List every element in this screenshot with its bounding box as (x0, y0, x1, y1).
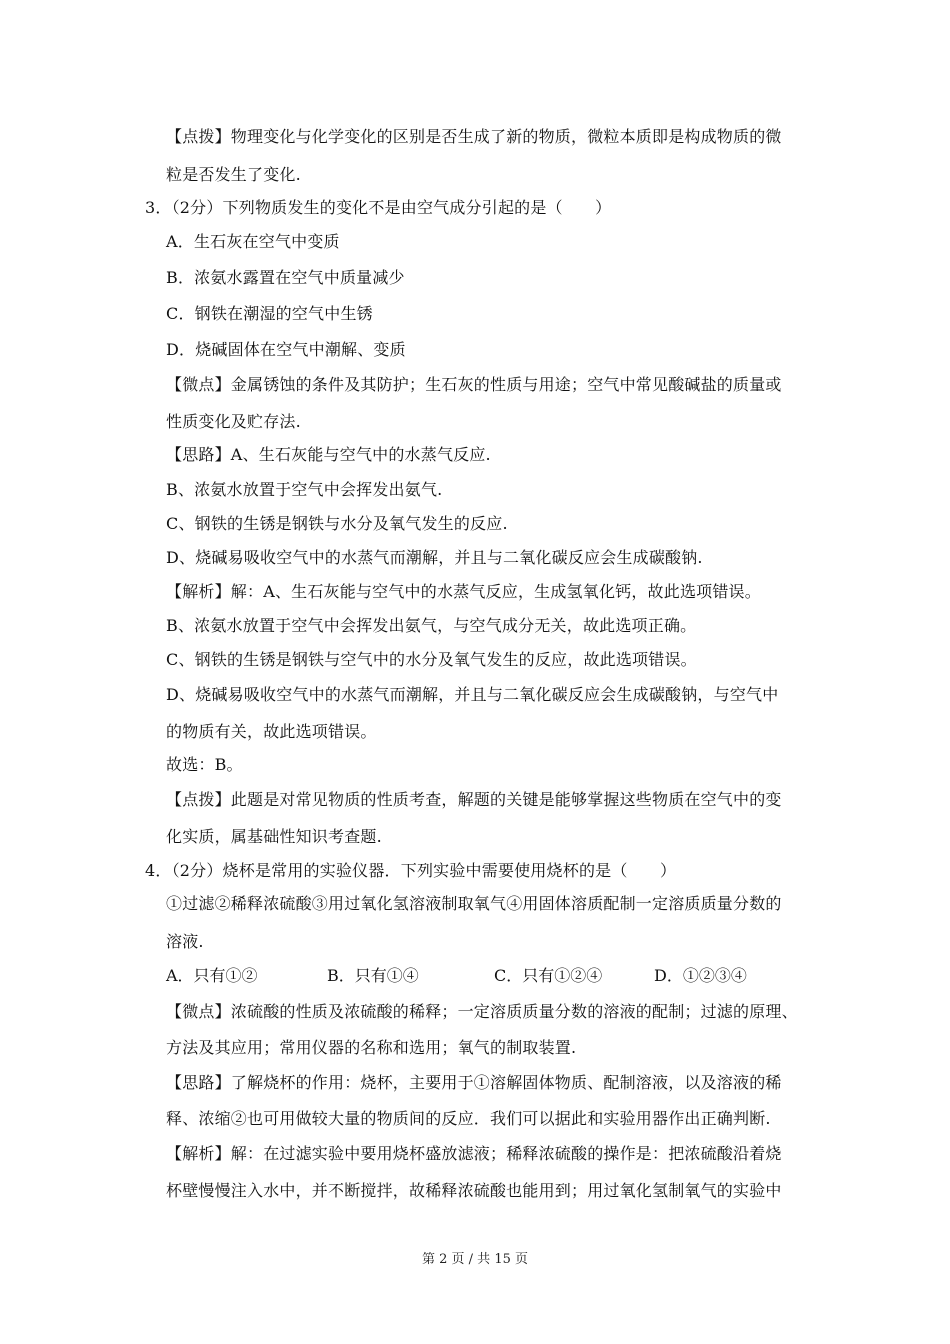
text-line: D、烧碱易吸收空气中的水蒸气而潮解，并且与二氧化碳反应会生成碳酸钠，与空气中 (166, 685, 779, 704)
option-c: C．只有①②④ (494, 966, 603, 985)
text-line: 【解析】解：A、生石灰能与空气中的水蒸气反应，生成氢氧化钙，故此选项错误。 (166, 582, 761, 601)
page-footer: 第 2 页 / 共 15 页 (422, 1252, 528, 1267)
text-line: D、烧碱易吸收空气中的水蒸气而潮解，并且与二氧化碳反应会生成碳酸钠. (166, 548, 703, 567)
text-line: C、钢铁的生锈是钢铁与空气中的水分及氧气发生的反应，故此选项错误。 (166, 650, 697, 669)
option-d: D．①②③④ (654, 966, 747, 985)
option-line: A．生石灰在空气中变质 (166, 232, 340, 251)
option-b: B．只有①④ (327, 966, 419, 985)
question-4: 4．（2分）烧杯是常用的实验仪器．下列实验中需要使用烧杯的是（ ） (145, 861, 677, 880)
option-line: B．浓氨水露置在空气中质量减少 (166, 268, 405, 287)
question-3: 3．（2分）下列物质发生的变化不是由空气成分引起的是（ ） (145, 198, 612, 217)
text-line: 粒是否发生了变化. (166, 165, 301, 184)
text-line: C、钢铁的生锈是钢铁与水分及氧气发生的反应. (166, 514, 508, 533)
text-line: 释、浓缩②也可用做较大量的物质间的反应．我们可以据此和实验用器作出正确判断. (166, 1109, 771, 1128)
text-line: 【思路】A、生石灰能与空气中的水蒸气反应. (166, 445, 491, 464)
text-line: 溶液. (166, 932, 204, 951)
text-line: 【点拨】此题是对常见物质的性质考查，解题的关键是能够掌握这些物质在空气中的变 (166, 790, 782, 809)
text-line: 【点拨】物理变化与化学变化的区别是否生成了新的物质，微粒本质即是构成物质的微 (166, 127, 782, 146)
text-line: ①过滤②稀释浓硫酸③用过氧化氢溶液制取氧气④用固体溶质配制一定溶质质量分数的 (166, 894, 782, 913)
text-line: B、浓氨水放置于空气中会挥发出氨气. (166, 480, 443, 499)
option-line: C．钢铁在潮湿的空气中生锈 (166, 304, 373, 323)
text-line: 方法及其应用；常用仪器的名称和选用；氧气的制取装置. (166, 1038, 577, 1057)
text-line: 化实质，属基础性知识考查题. (166, 827, 382, 846)
option-line: D．烧碱固体在空气中潮解、变质 (166, 340, 406, 359)
text-line: 的物质有关，故此选项错误。 (166, 722, 377, 741)
text-line: 【思路】了解烧杯的作用：烧杯，主要用于①溶解固体物质、配制溶液，以及溶液的稀 (166, 1073, 782, 1092)
text-line: 【解析】解：在过滤实验中要用烧杯盛放滤液；稀释浓硫酸的操作是：把浓硫酸沿着烧 (166, 1144, 782, 1163)
text-line: 【微点】金属锈蚀的条件及其防护；生石灰的性质与用途；空气中常见酸碱盐的质量或 (166, 375, 782, 394)
text-line: B、浓氨水放置于空气中会挥发出氨气，与空气成分无关，故此选项正确。 (166, 616, 697, 635)
option-a: A．只有①② (166, 966, 258, 985)
text-line: 【微点】浓硫酸的性质及浓硫酸的稀释；一定溶质质量分数的溶液的配制；过滤的原理、 (166, 1002, 798, 1021)
text-line: 杯壁慢慢注入水中，并不断搅拌，故稀释浓硫酸也能用到；用过氧化氢制氧气的实验中 (166, 1181, 782, 1200)
text-line: 故选：B。 (166, 755, 243, 774)
text-line: 性质变化及贮存法. (166, 412, 301, 431)
